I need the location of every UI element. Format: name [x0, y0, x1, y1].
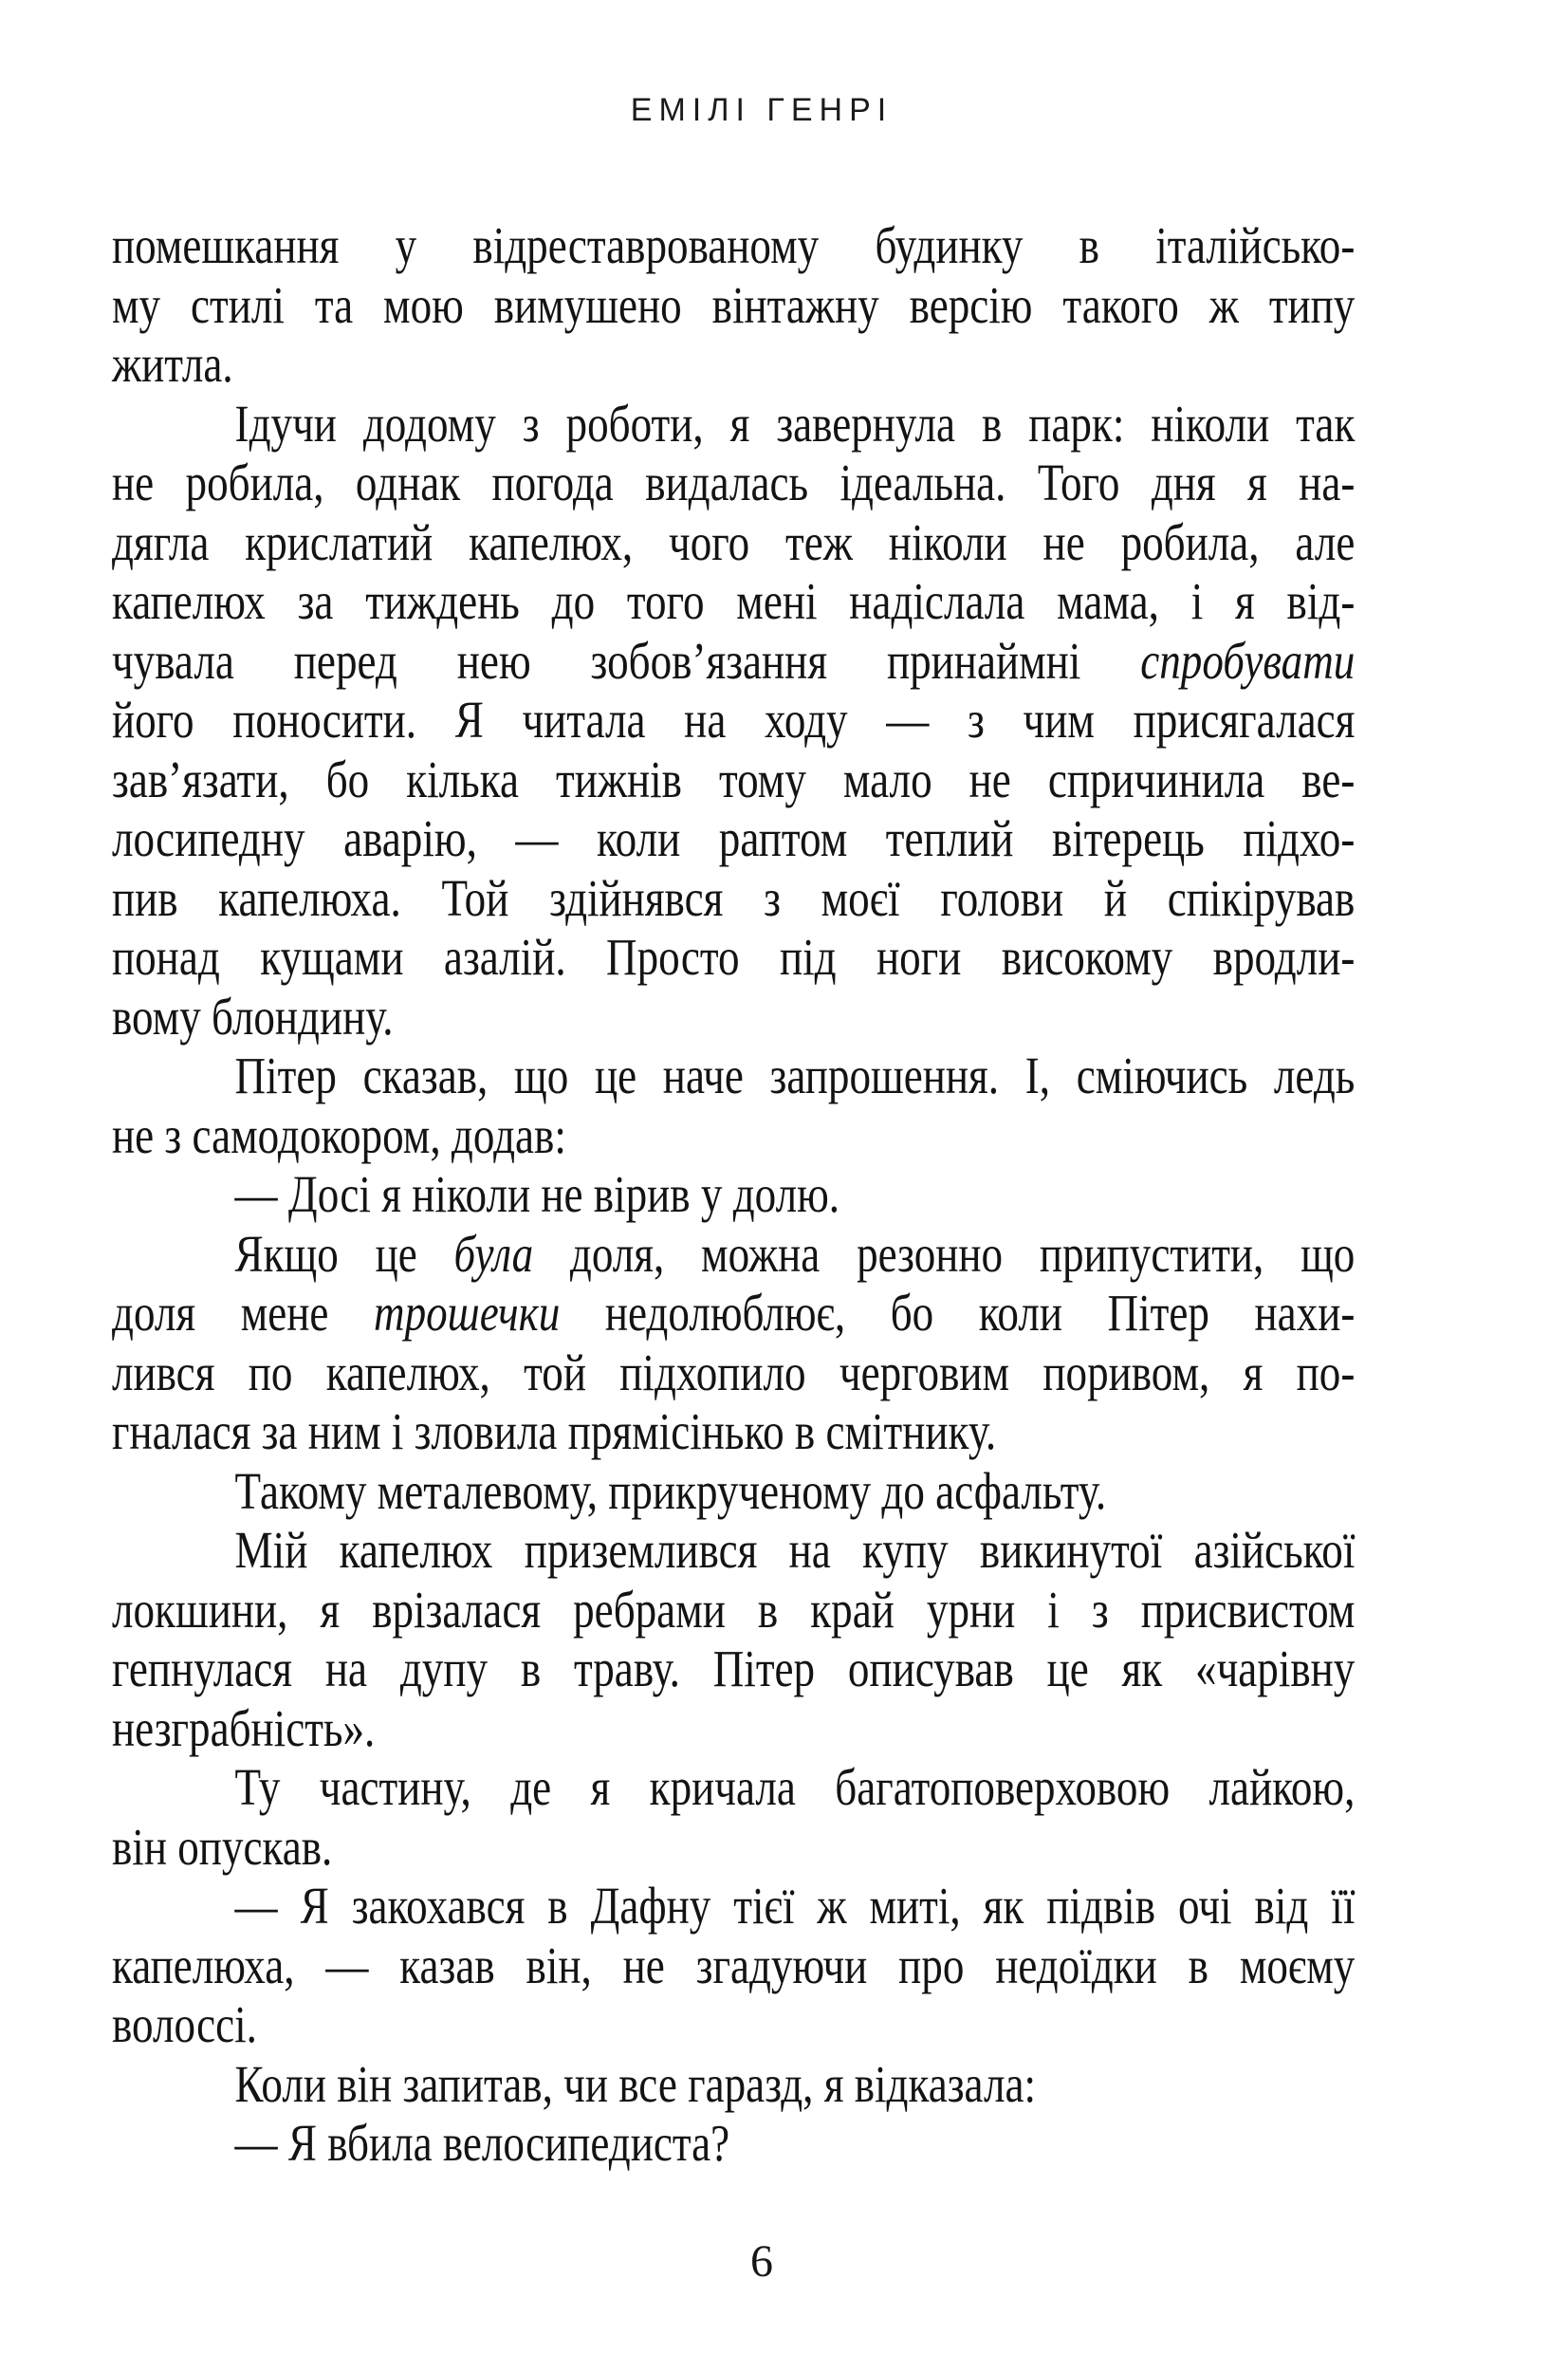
text-line [112, 809, 1355, 869]
text-run: Мій капелюх приземлився на купу викинутої азійської [234, 1521, 1356, 1579]
text-run: капелюх за тиждень до того мені надіслала мама, і я від- [112, 572, 1356, 630]
text-run: Ту частину, де я кричала багатоповерховою лайкою, [234, 1758, 1356, 1816]
text-line [112, 1699, 1355, 1759]
text-line [112, 1936, 1355, 1996]
text-run: локшини, я врізалася ребрами в край урни і з присвистом [112, 1580, 1356, 1639]
body-text [112, 216, 1355, 2174]
text-run: гепнулася на дупу в траву. Пітер описував це як «чарівну [112, 1640, 1356, 1697]
text-line [112, 1106, 1355, 1166]
text-run: помешкання у відреставрованому будинку в італійсько- [112, 216, 1356, 274]
italic-text-run: трошечки [373, 1284, 561, 1342]
text-line [112, 1225, 1355, 1285]
text-run: лосипедну аварію, — коли раптом теплий вітерець підхо- [112, 809, 1356, 867]
page-number: 6 [750, 2236, 773, 2287]
text-run: капелюха, — казав він, не згадуючи про недоїдки в моєму [112, 1936, 1356, 1994]
text-line [112, 1047, 1355, 1106]
text-line [112, 395, 1355, 454]
text-run: Якщо це [234, 1224, 454, 1283]
text-run: житла. [112, 335, 233, 393]
text-line [112, 1640, 1355, 1699]
text-run: понад кущами азалій. Просто під ноги високому вродли- [112, 928, 1356, 986]
text-line [112, 335, 1355, 395]
text-line [112, 1521, 1355, 1581]
text-run: Такому металевому, прикрученому до асфальту. [234, 1461, 1107, 1520]
text-run: доля, можна резонно припустити, що [533, 1224, 1356, 1283]
text-run: не робила, однак погода видалась ідеальна. Того дня я на- [112, 454, 1356, 511]
text-line [112, 513, 1355, 573]
text-line [112, 928, 1355, 988]
text-run: вому блондину. [112, 987, 394, 1046]
italic-text-run: була [453, 1224, 534, 1283]
text-run: недолюблює, бо коли Пітер нахи- [560, 1284, 1356, 1342]
text-line [112, 1165, 1355, 1225]
text-run: Ідучи додому з роботи, я завернула в парк: ніколи так [234, 394, 1356, 453]
text-run: му стилі та мою вимушено вінтажну версію такого ж типу [112, 275, 1356, 334]
text-run: гналася за ним і зловила прямісінько в смітнику. [112, 1402, 997, 1460]
text-line [112, 1284, 1355, 1343]
text-run: незграбність». [112, 1698, 376, 1757]
text-run: чувала перед нею зобов’язання принаймні [112, 631, 1141, 690]
text-run: не з самодокором, додав: [112, 1105, 566, 1164]
text-run: він опускав. [112, 1817, 333, 1876]
italic-text-run: спробувати [1140, 631, 1356, 690]
text-run: зав’язати, бо кілька тижнів тому мало не спричинила ве- [112, 750, 1356, 808]
text-line [112, 1818, 1355, 1878]
text-run: доля мене [112, 1284, 374, 1342]
text-run: Коли він запитав, чи все гаразд, я відказала: [234, 2054, 1037, 2113]
text-line [112, 1877, 1355, 1936]
text-line [112, 276, 1355, 336]
text-run: дягла крислатий капелюх, чого теж ніколи не робила, але [112, 512, 1356, 571]
text-line [112, 1343, 1355, 1403]
text-run: волоссі. [112, 1995, 257, 2053]
text-line [112, 216, 1355, 276]
text-line [112, 750, 1355, 810]
text-run: — Я вбила велосипедиста? [234, 2114, 730, 2172]
text-run: Пітер сказав, що це наче запрошення. І, сміючись ледь [234, 1047, 1356, 1104]
text-line [112, 691, 1355, 750]
text-line [112, 2055, 1355, 2115]
text-line [112, 988, 1355, 1047]
text-line [112, 2114, 1355, 2174]
text-line [112, 632, 1355, 692]
text-line [112, 1995, 1355, 2055]
text-line [112, 869, 1355, 929]
text-line [112, 1402, 1355, 1462]
text-run: — Я закохався в Дафну тієї ж миті, як підвів очі від її [234, 1877, 1356, 1935]
text-line [112, 1462, 1355, 1522]
text-line [112, 572, 1355, 632]
text-run: його поносити. Я читала на ходу — з чим присягалася [112, 691, 1356, 749]
text-line [112, 1758, 1355, 1818]
text-line [112, 1581, 1355, 1640]
text-run: — Досі я ніколи не вірив у долю. [234, 1165, 840, 1223]
running-header: ЕМІЛІ ГЕНРІ [630, 92, 894, 128]
text-run: пив капелюха. Той здійнявся з моєї голови й спікірував [112, 868, 1356, 927]
text-line [112, 454, 1355, 513]
text-run: лився по капелюх, той підхопило черговим поривом, я по- [112, 1343, 1356, 1401]
